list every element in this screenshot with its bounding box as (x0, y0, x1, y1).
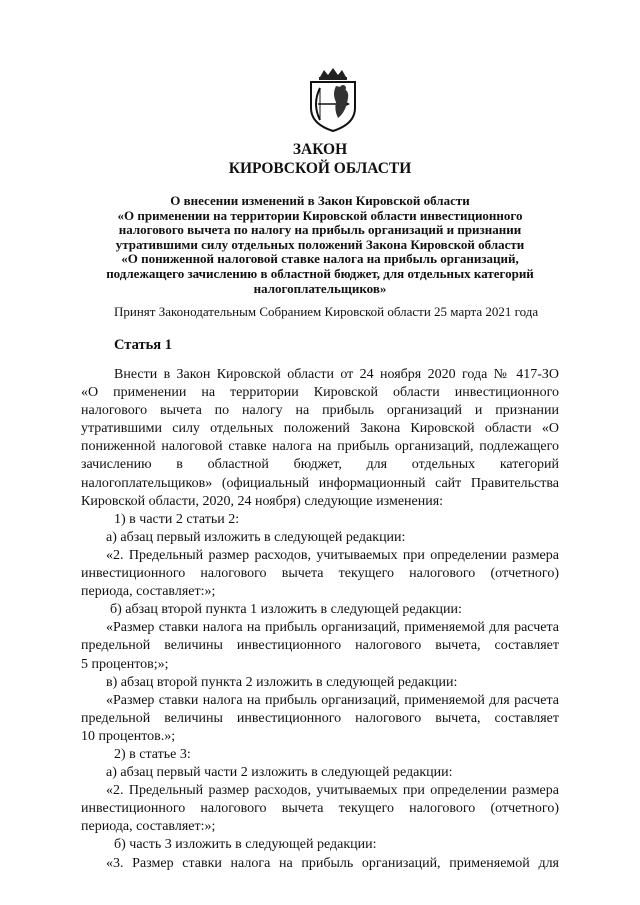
list-item: в) абзац второй пункта 2 изложить в следующей редакции: (106, 674, 458, 690)
coat-of-arms-icon (306, 68, 360, 132)
body-line: налогоплательщиков» (официальный информационный сайт Правительства (81, 475, 559, 491)
quote-line: «Размер ставки налога на прибыль организаций, применяемой для расчета (106, 620, 559, 636)
list-item: б) часть 3 изложить в следующей редакции: (114, 837, 377, 853)
body-line: Внести в Закон Кировской области от 24 ноября 2020 года № 417-ЗО (114, 367, 559, 382)
article-body (81, 366, 559, 873)
list-item: а) абзац первый изложить в следующей редакции: (106, 529, 406, 545)
quote-line: периода, составляет:»; (81, 584, 216, 600)
subtitle-line: утратившими силу отдельных положений Закона Кировской области (115, 236, 525, 252)
subtitle-line: «О пониженной налоговой ставке налога на прибыль организаций, (121, 251, 519, 267)
adoption-note: Принят Законодательным Собранием Кировской области 25 марта 2021 года (114, 304, 539, 319)
body-line: «О применении на территории Кировской области инвестиционного (81, 385, 559, 401)
subtitle-line: «О применении на территории Кировской области инвестиционного (117, 207, 523, 223)
list-item: 2) в статье 3: (114, 746, 191, 762)
quote-line: предельной величины инвестиционного налогового вычета, составляет (81, 638, 559, 654)
list-item: а) абзац первый части 2 изложить в следующей редакции: (106, 765, 453, 781)
quote-line: периода, составляет:»; (81, 819, 216, 835)
quote-line: «3. Размер ставки налога на прибыль организаций, применяемой для (106, 855, 559, 871)
law-subtitle (80, 194, 560, 296)
quote-line: 10 процентов.»; (81, 728, 176, 744)
body-line: утратившими силу отдельных положений Закона Кировской области «О (81, 421, 559, 437)
body-line: пониженной налоговой ставке налога на прибыль организаций, подлежащего (81, 439, 559, 455)
article-heading: Статья 1 (114, 337, 172, 353)
quote-line: инвестиционного налогового вычета текущего налогового (отчетного) (81, 566, 559, 582)
body-line: Кировской области, 2020, 24 ноября) следующие изменения: (81, 493, 444, 509)
law-title: ЗАКОН (292, 141, 348, 158)
body-line: зачислению в областной бюджет, для отдельных категорий (81, 457, 559, 473)
quote-line: предельной величины инвестиционного налогового вычета, составляет (81, 710, 559, 726)
body-line: налогового вычета по налогу на прибыль организаций и признании (81, 403, 559, 419)
list-item: 1) в части 2 статьи 2: (114, 511, 240, 527)
list-item: б) абзац второй пункта 1 изложить в следующей редакции: (110, 602, 462, 618)
quote-line: инвестиционного налогового вычета текущего налогового (отчетного) (81, 801, 559, 817)
region-title: КИРОВСКОЙ ОБЛАСТИ (228, 160, 412, 177)
quote-line: «2. Предельный размер расходов, учитываемых при определении размера (106, 783, 559, 799)
quote-line: «Размер ставки налога на прибыль организаций, применяемой для расчета (106, 692, 559, 708)
subtitle-line: подлежащего зачислению в областной бюджет, для отдельных категорий (106, 265, 534, 281)
quote-line: 5 процентов;»; (81, 656, 169, 672)
quote-line: «2. Предельный размер расходов, учитываемых при определении размера (106, 547, 559, 563)
subtitle-line: налогоплательщиков» (253, 280, 387, 296)
subtitle-line: О внесении изменений в Закон Кировской области (170, 193, 470, 208)
subtitle-line: налогового вычета по налогу на прибыль организаций и признании (118, 222, 522, 238)
